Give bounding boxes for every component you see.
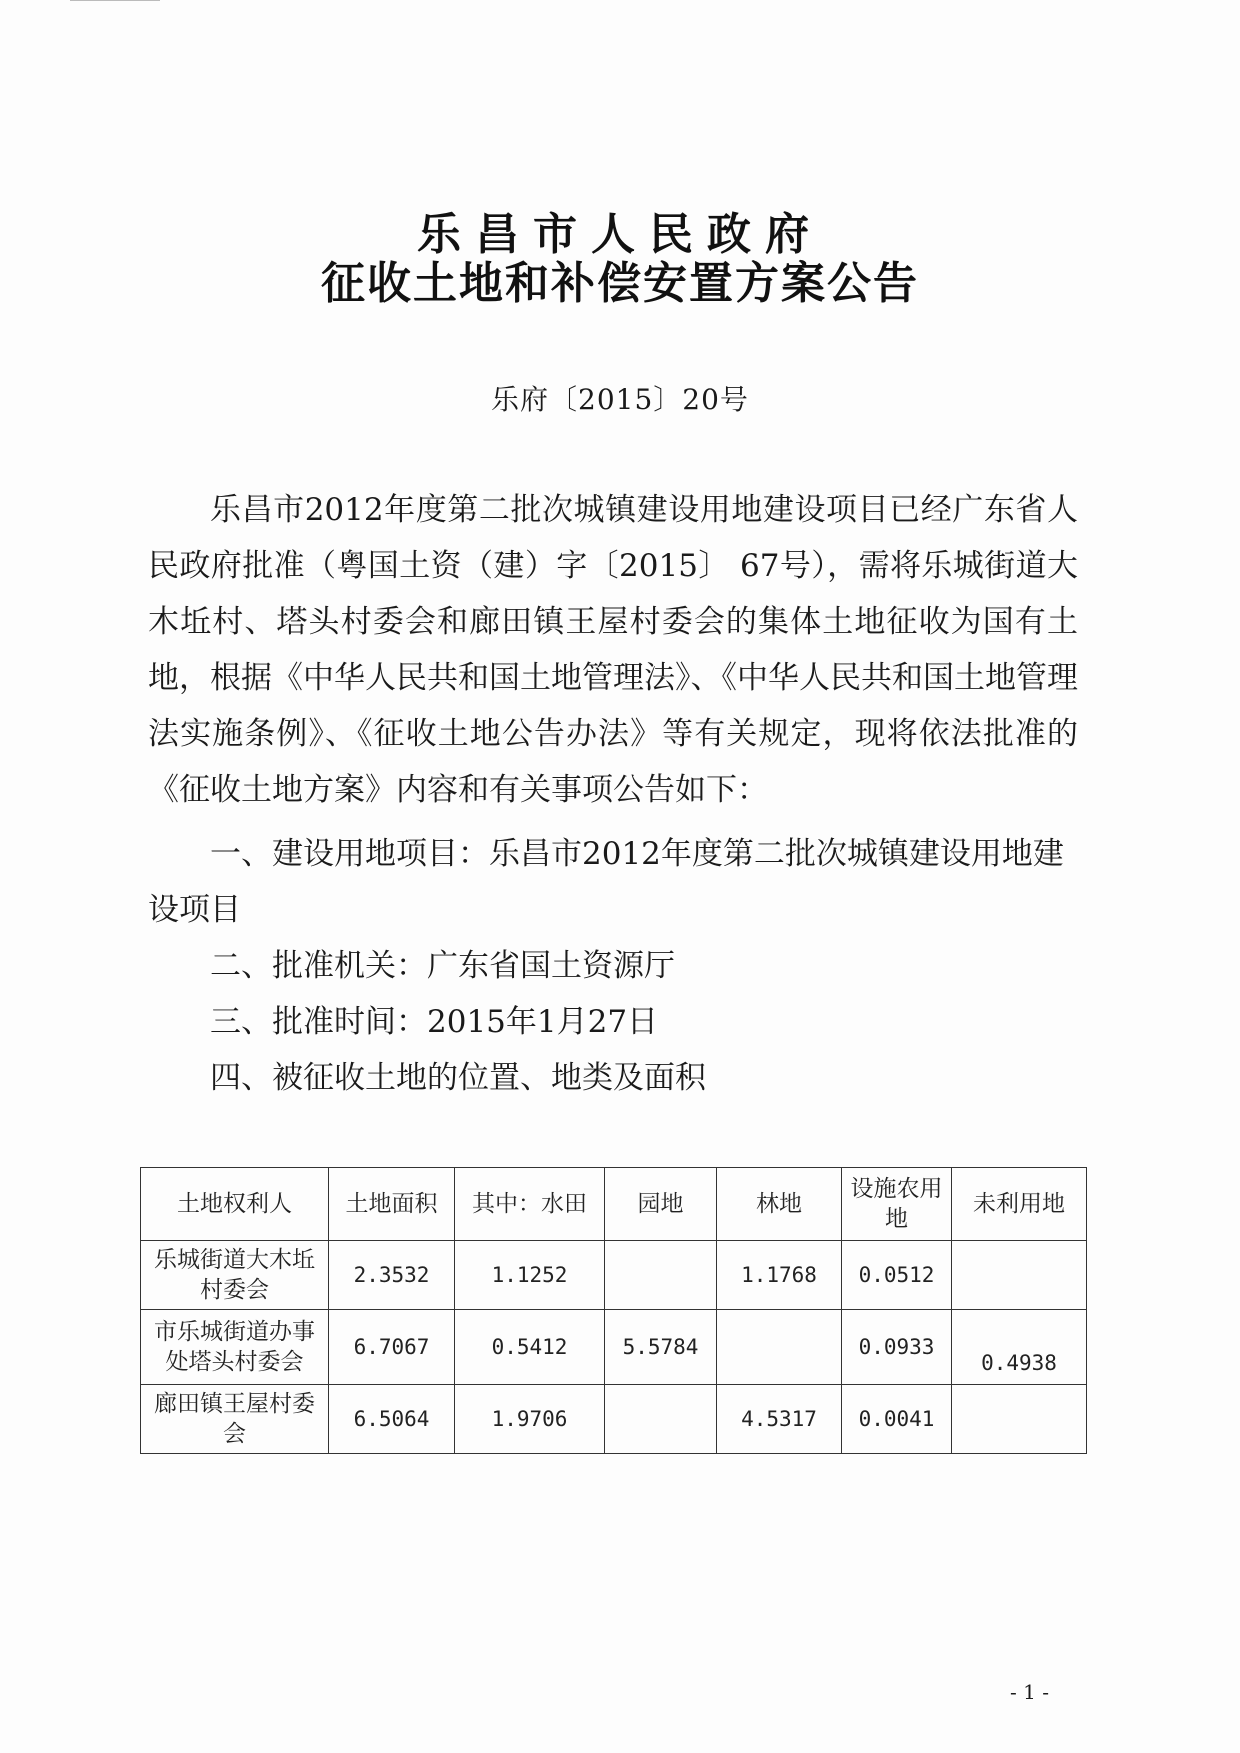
paddy-cell: 1.1252: [455, 1241, 605, 1310]
owner-cell: 市乐城街道办事处塔头村委会: [141, 1310, 329, 1385]
area-cell: 2.3532: [329, 1241, 455, 1310]
forest-cell: [717, 1310, 842, 1385]
unused-cell: [952, 1241, 1087, 1310]
page-number: - 1 -: [1010, 1680, 1049, 1704]
scan-mark: [70, 0, 160, 5]
intro-paragraph: 乐昌市2012年度第二批次城镇建设用地建设项目已经广东省人民政府批准（粤国土资（建）字〔2015〕 67号），需将乐城街道大木坵村、塔头村委会和廊田镇王屋村委会的集体土地征收为国有土地，根据《中华人民共和国土地管理法》、《中华人民共和国土地管理法实施条例》、《征收土地公告办法》等有关规定，现将依法批准的《征收土地方案》内容和有关事项公告如下：: [148, 492, 1078, 808]
page-title: 乐昌市人民政府: [417, 209, 823, 260]
facility-cell: 0.0512: [842, 1241, 952, 1310]
column-header: 土地面积: [329, 1168, 455, 1241]
paddy-cell: 1.9706: [455, 1385, 605, 1454]
item-authority: 二、批准机关：广东省国土资源厅: [210, 948, 675, 984]
table-row: [141, 1385, 1087, 1454]
garden-cell: 5.5784: [605, 1310, 717, 1385]
table-header-row: [141, 1168, 1087, 1241]
column-header: 其中：水田: [455, 1168, 605, 1241]
garden-cell: [605, 1385, 717, 1454]
owner-cell: 乐城街道大木坵村委会: [141, 1241, 329, 1310]
table-row: [141, 1241, 1087, 1310]
unused-cell: [952, 1385, 1087, 1454]
garden-cell: [605, 1241, 717, 1310]
document-number: 乐府〔2015〕20号: [491, 383, 749, 416]
page-subtitle: 征收土地和补偿安置方案公告: [321, 258, 919, 309]
facility-cell: 0.0041: [842, 1385, 952, 1454]
unused-cell: 0.4938: [952, 1310, 1087, 1385]
table-row: [141, 1310, 1087, 1385]
area-cell: 6.7067: [329, 1310, 455, 1385]
forest-cell: 4.5317: [717, 1385, 842, 1454]
item-project: 一、建设用地项目：乐昌市2012年度第二批次城镇建设用地建设项目: [148, 836, 1064, 928]
column-header: 林地: [717, 1168, 842, 1241]
owner-cell: 廊田镇王屋村委会: [141, 1385, 329, 1454]
land-table: [140, 1167, 1087, 1454]
facility-cell: 0.0933: [842, 1310, 952, 1385]
forest-cell: 1.1768: [717, 1241, 842, 1310]
column-header: 园地: [605, 1168, 717, 1241]
item-date: 三、批准时间：2015年1月27日: [210, 1004, 659, 1040]
item-land-location: 四、被征收土地的位置、地类及面积: [210, 1060, 706, 1096]
column-header: 设施农用地: [842, 1168, 952, 1241]
column-header: 土地权利人: [141, 1168, 329, 1241]
paddy-cell: 0.5412: [455, 1310, 605, 1385]
area-cell: 6.5064: [329, 1385, 455, 1454]
column-header: 未利用地: [952, 1168, 1087, 1241]
